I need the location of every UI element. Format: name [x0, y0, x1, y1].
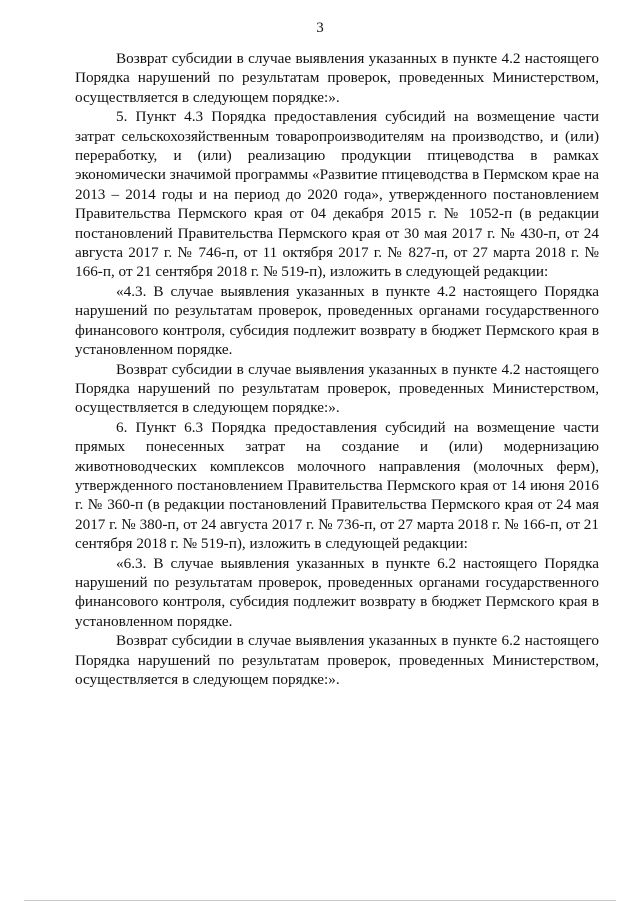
paragraph-refund-6-2-ministry-new: Возврат субсидии в случае выявления указанных в пункте 6.2 настоящего Порядка нарушений по результатам проверок, проведенных Министерством, осуществляется в следующем порядке:».	[75, 632, 599, 688]
paragraph-refund-4-2-ministry-new: Возврат субсидии в случае выявления указанных в пункте 4.2 настоящего Порядка нарушений по результатам проверок, проведенных Министерством, осуществляется в следующем порядке:».	[75, 360, 599, 417]
paragraph-item-6-amendment: 6. Пункт 6.3 Порядка предоставления субсидий на возмещение части прямых понесенных затрат на создание и (или) модернизацию животноводческих комплексов молочного направления (молочных ферм), утвержденного постановлением Правительства Пермского края от 14 июня 2016 г. № 360-п (в редакции постановлений Правительства Пермского края от 24 мая 2017 г. № 380-п, от 24 августа 2017 г. № 736-п, от 27 марта 2018 г. № 166-п, от 21 сентября 2018 г. № 519-п), изложить в следующей редакции:	[75, 418, 599, 553]
paragraph-clause-4-3-new-text: «4.3. В случае выявления указанных в пункте 4.2 настоящего Порядка нарушений по результатам проверок, проведенных органами государственного финансового контроля, субсидия подлежит возврату в бюджет Пермского края в установленном порядке.	[75, 282, 599, 359]
paragraph-refund-4-2-ministry: Возврат субсидии в случае выявления указанных в пункте 4.2 настоящего Порядка нарушений по результатам проверок, проведенных Министерством, осуществляется в следующем порядке:».	[75, 50, 599, 106]
paragraph-clause-6-3-new-text: «6.3. В случае выявления указанных в пункте 6.2 настоящего Порядка нарушений по результатам проверок, проведенных органами государственного финансового контроля, субсидия подлежит возврату в бюджет Пермского края в установленном порядке.	[75, 554, 599, 630]
page-number: 3	[316, 20, 324, 36]
paragraph-item-5-amendment: 5. Пункт 4.3 Порядка предоставления субсидий на возмещение части затрат сельскохозяйственным товаропроизводителям на производство, и (или) переработку, и (или) реализацию продукции птицеводства в рамках экономически значимой программы «Развитие птицеводства в Пермском крае на 2013 – 2014 годы и на период до 2020 года», утвержденного постановлением Правительства Пермского края от 04 декабря 2015 г. № 1052-п (в редакции постановлений Правительства Пермского края от 30 мая 2017 г. № 430-п, от 24 августа 2017 г. № 746-п, от 11 октября 2017 г. № 827-п, от 27 марта 2018 г. № 166-п, от 21 сентября 2018 г. № 519-п), изложить в следующей редакции:	[75, 108, 599, 281]
document-body	[75, 49, 599, 689]
scan-bottom-edge-line	[24, 900, 616, 901]
